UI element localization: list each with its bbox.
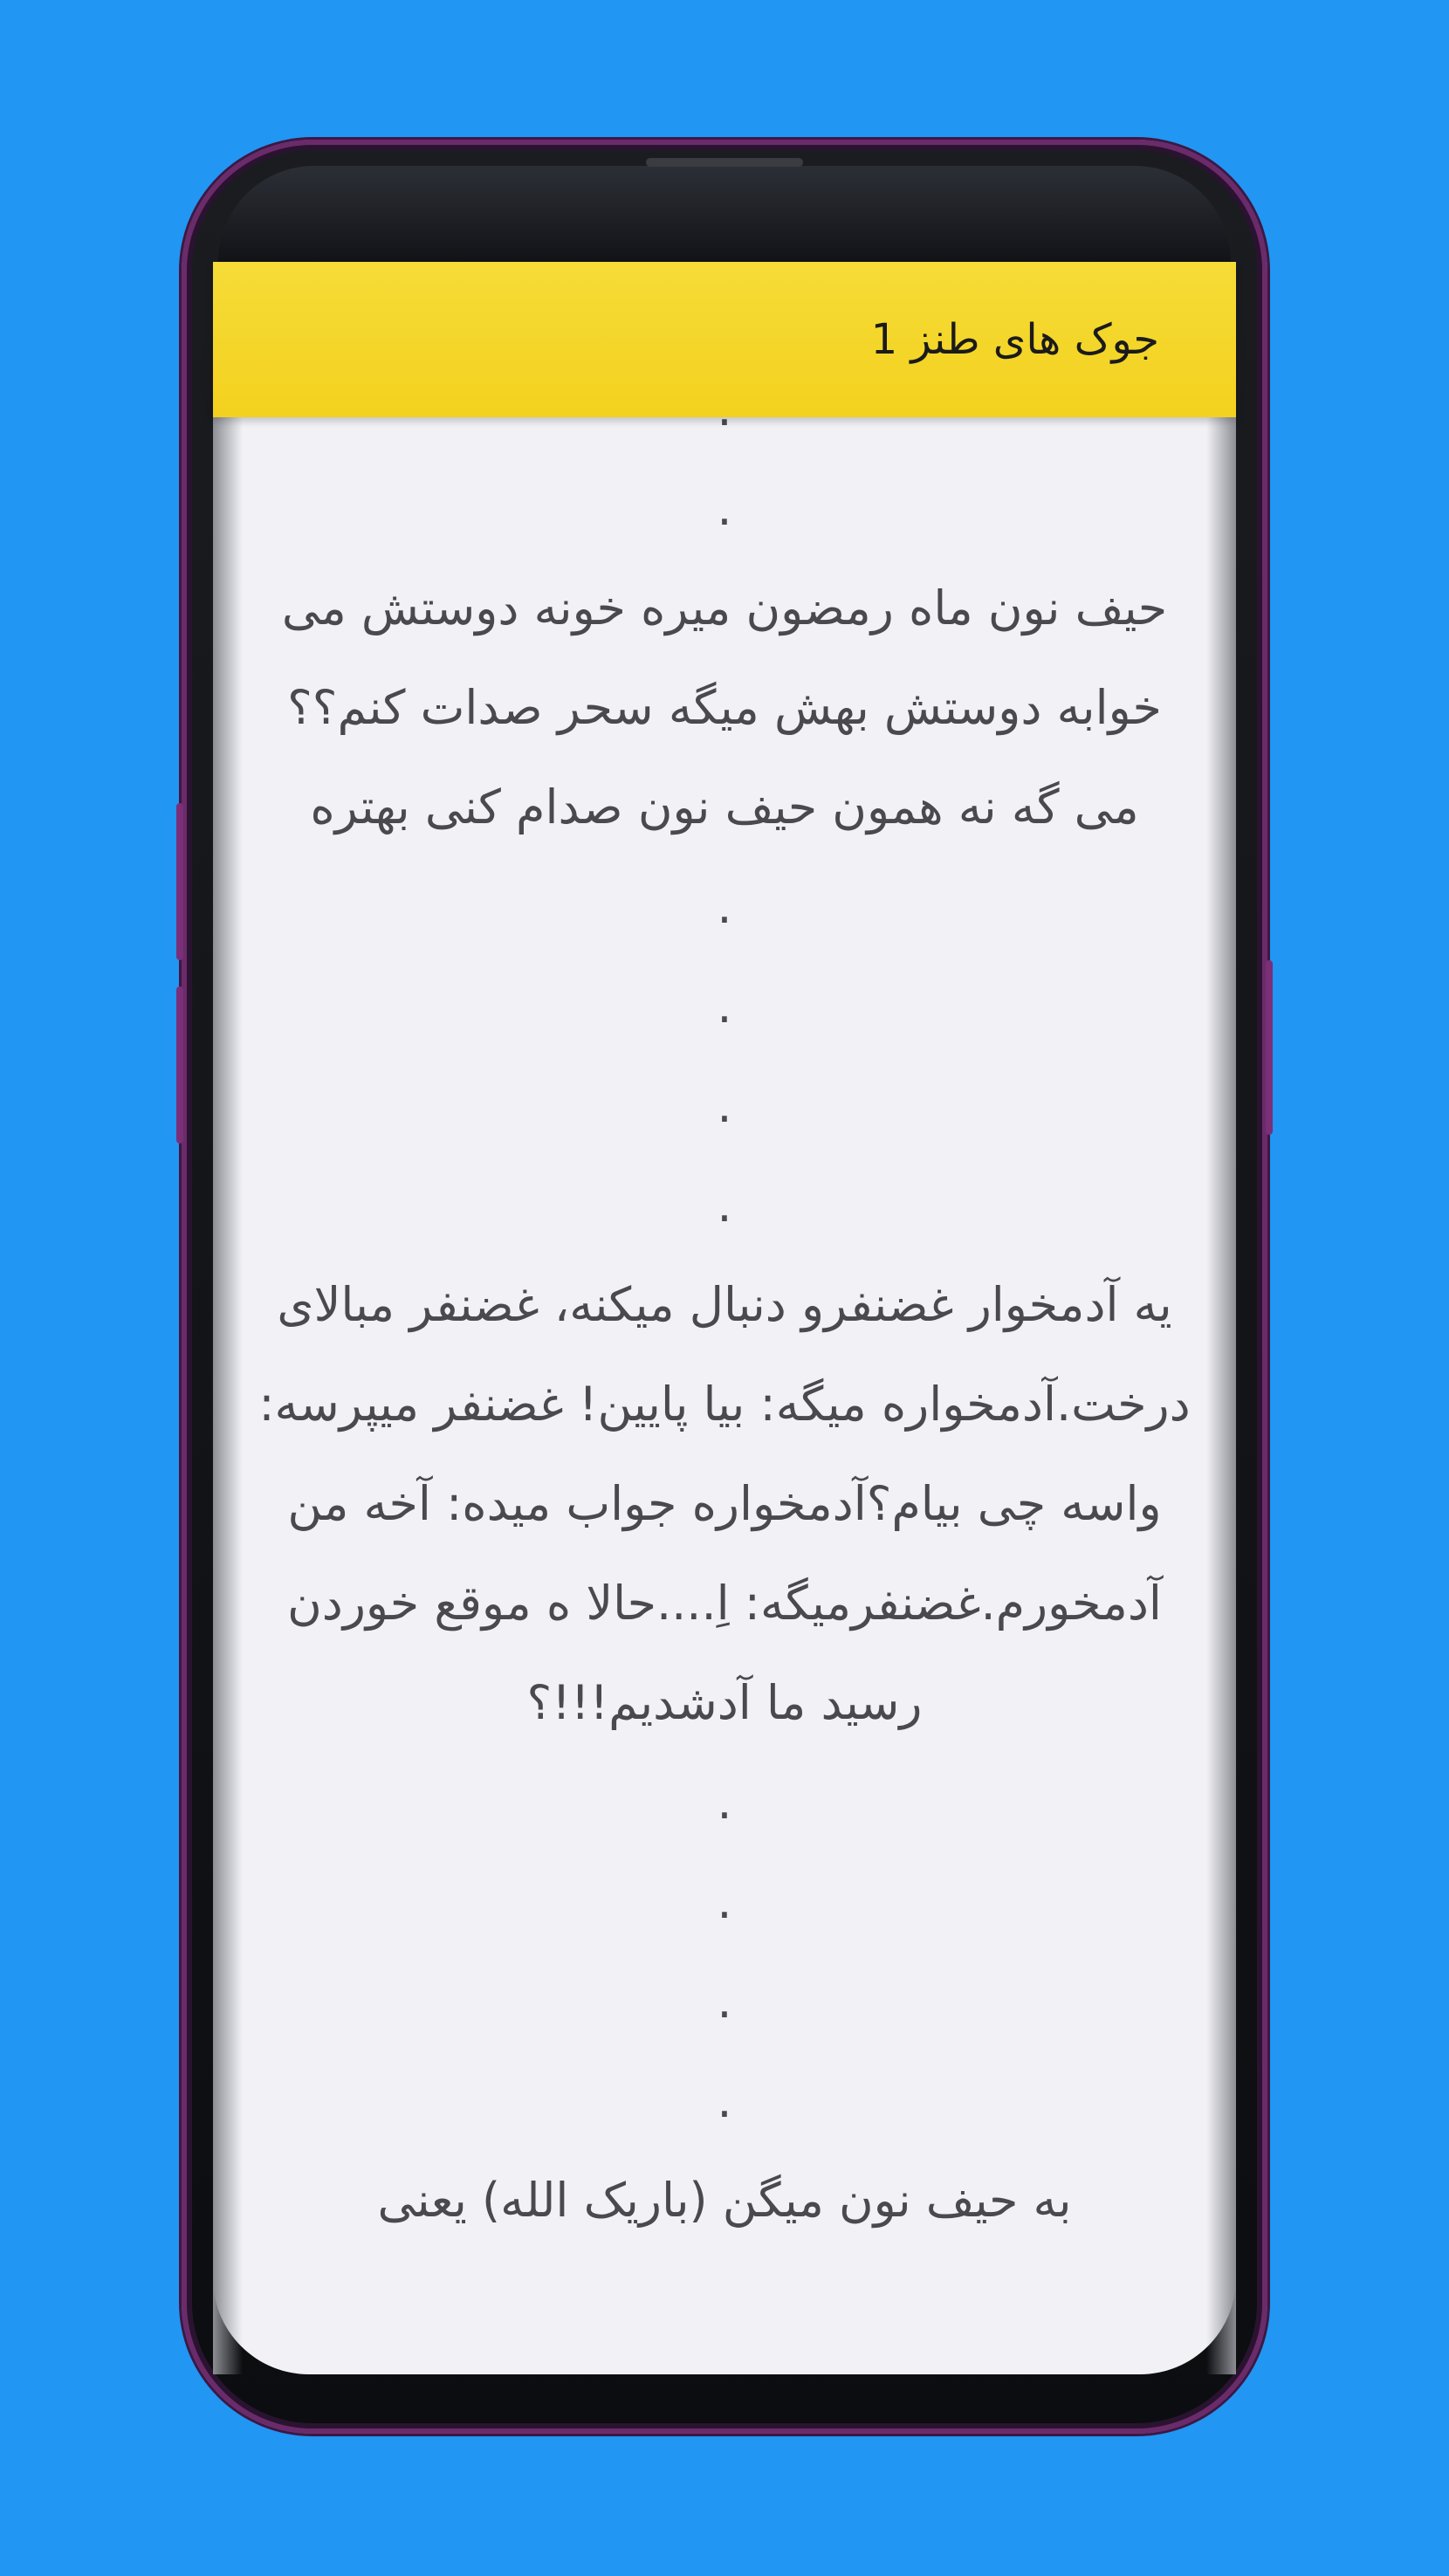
earpiece-speaker [646,158,803,167]
joke-content-scroll[interactable] [213,417,1236,2374]
top-bezel [218,166,1231,262]
joke-text: . حیف نون ماه رمضون میره خونه دوستش می خوابه دوستش بهش میگه سحر صدات کنم؟؟ می گه نه همون حیف نون صدام کنی بهتره . . . . یه آدمخوار غضنفرو دنبال میکنه، غضنفر مبالای درخت.آدمخواره میگه: بیا پایین! غضنفر میپرسه: واسه چی بیام؟آدمخواره جواب میده: آخه من آدمخورم.غضنفرمیگه: اِ....حالا ه موقع خوردن رسید ما آدشدیم!!!؟ . . . . به حیف نون میگن (باریک الله) یعنی [258,481,1191,2228]
app-screen [213,262,1236,2374]
volume-up-button [176,803,183,960]
app-bar [213,262,1236,417]
volume-down-button [176,986,183,1144]
app-title: جوک های طنز 1 [870,315,1159,364]
power-button [1266,960,1273,1135]
